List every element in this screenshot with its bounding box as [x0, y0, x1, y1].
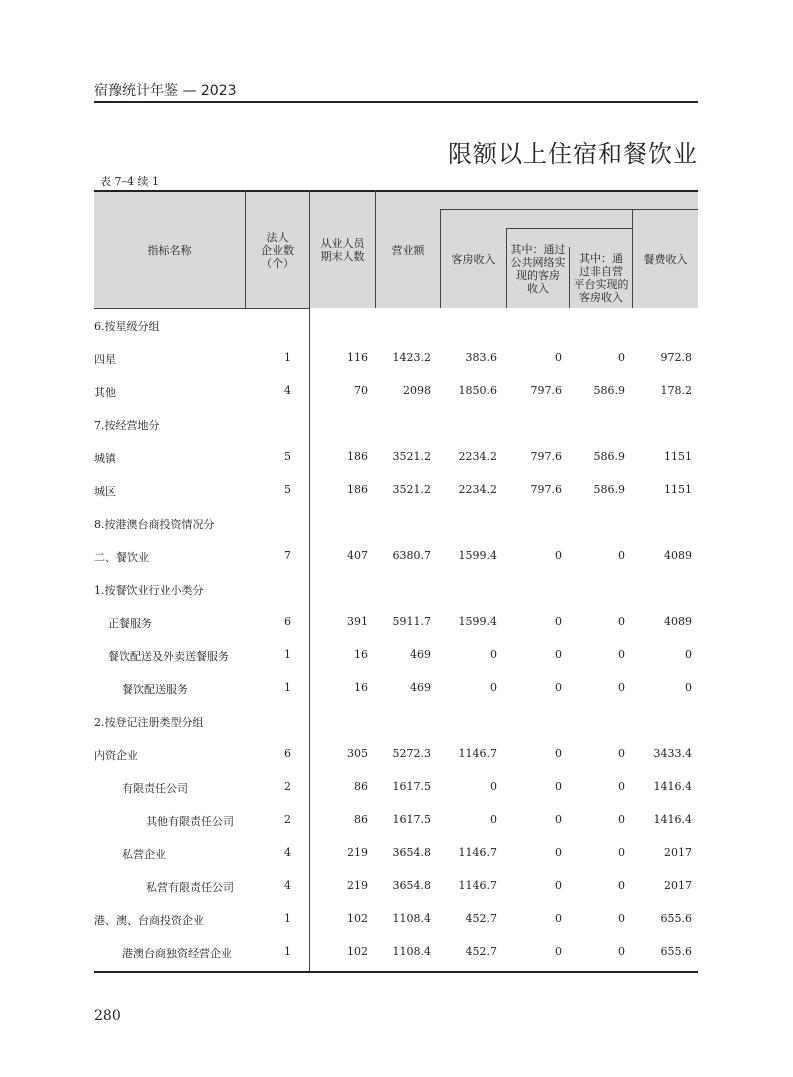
row-value: 0 — [618, 648, 625, 661]
table-row — [94, 638, 698, 671]
row-value: 0 — [618, 351, 625, 364]
col-header-room-online-public: 其中：通过 公共网络实 现的客房 收入 — [510, 242, 566, 295]
row-value: 1617.5 — [392, 780, 431, 793]
row-label: 7.按经营地分 — [94, 419, 160, 432]
table-row — [94, 572, 698, 605]
row-label: 有限责任公司 — [122, 782, 188, 795]
row-value: 0 — [555, 846, 562, 859]
table-row — [94, 770, 698, 803]
row-label: 8.按港澳台商投资情况分 — [94, 518, 215, 531]
row-value: 0 — [555, 615, 562, 628]
row-value: 1416.4 — [653, 780, 692, 793]
col-header-legal-entities: 法人 企业数 （个） — [261, 230, 294, 270]
row-value: 6 — [284, 615, 291, 628]
row-value: 3521.2 — [392, 483, 431, 496]
row-value: 0 — [618, 615, 625, 628]
row-label: 餐饮配送及外卖送餐服务 — [108, 650, 229, 663]
row-value: 1108.4 — [392, 912, 431, 925]
col-header-catering-revenue: 餐费收入 — [643, 252, 688, 266]
row-value: 1416.4 — [653, 813, 692, 826]
col-header-room-online-nonself: 其中：通 过非自营 平台实现的 客房收入 — [573, 252, 629, 304]
row-value: 0 — [555, 912, 562, 925]
table-row — [94, 869, 698, 902]
row-label: 私营企业 — [122, 848, 166, 861]
row-value: 452.7 — [465, 912, 497, 925]
row-value: 186 — [347, 483, 368, 496]
row-value: 1599.4 — [458, 615, 497, 628]
row-value: 0 — [685, 648, 692, 661]
table-row — [94, 902, 698, 935]
row-value: 1850.6 — [458, 384, 497, 397]
row-value: 0 — [490, 681, 497, 694]
row-value: 452.7 — [465, 945, 497, 958]
row-label: 城区 — [94, 485, 116, 498]
row-value: 1 — [284, 681, 291, 694]
row-value: 6380.7 — [392, 549, 431, 562]
row-value: 1 — [284, 945, 291, 958]
row-value: 0 — [618, 879, 625, 892]
row-value: 0 — [555, 747, 562, 760]
col-header-revenue: 营业额 — [391, 243, 425, 257]
row-label: 四星 — [94, 353, 116, 366]
row-value: 86 — [354, 813, 368, 826]
row-value: 116 — [347, 351, 368, 364]
table-row — [94, 440, 698, 473]
row-value: 2098 — [403, 384, 431, 397]
row-label: 其他有限责任公司 — [146, 815, 234, 828]
row-value: 586.9 — [593, 450, 625, 463]
row-value: 0 — [555, 681, 562, 694]
row-value: 5272.3 — [392, 747, 431, 760]
row-value: 178.2 — [660, 384, 692, 397]
table-row — [94, 308, 698, 341]
row-label: 内资企业 — [94, 749, 138, 762]
table-bottom-rule — [94, 971, 698, 973]
row-label: 2.按登记注册类型分组 — [94, 716, 204, 729]
row-value: 586.9 — [593, 483, 625, 496]
row-value: 1146.7 — [458, 846, 497, 859]
row-value: 16 — [354, 681, 368, 694]
row-value: 469 — [410, 648, 431, 661]
table-row — [94, 803, 698, 836]
row-label: 港、澳、台商投资企业 — [94, 914, 204, 927]
row-value: 797.6 — [530, 483, 562, 496]
table-row — [94, 935, 698, 968]
table-row — [94, 539, 698, 572]
row-label: 城镇 — [94, 452, 116, 465]
row-value: 0 — [490, 780, 497, 793]
row-value: 1 — [284, 351, 291, 364]
row-value: 2017 — [664, 879, 692, 892]
row-value: 655.6 — [660, 945, 692, 958]
table-row — [94, 605, 698, 638]
row-value: 3654.8 — [392, 879, 431, 892]
row-value: 3521.2 — [392, 450, 431, 463]
row-value: 2234.2 — [458, 483, 497, 496]
row-value: 3433.4 — [653, 747, 692, 760]
table-label: 表 7–4 续 1 — [100, 175, 159, 188]
col-header-name: 指标名称 — [147, 243, 192, 257]
row-label: 1.按餐饮业行业小类分 — [94, 584, 204, 597]
row-value: 0 — [618, 945, 625, 958]
table-row — [94, 737, 698, 770]
row-value: 70 — [354, 384, 368, 397]
row-value: 1423.2 — [392, 351, 431, 364]
row-value: 0 — [555, 780, 562, 793]
running-header: 宿豫统计年鉴 — 2023 — [94, 83, 237, 99]
table-row — [94, 374, 698, 407]
row-value: 1 — [284, 648, 291, 661]
page-title: 限额以上住宿和餐饮业 — [448, 140, 698, 168]
row-value: 1617.5 — [392, 813, 431, 826]
row-value: 219 — [347, 879, 368, 892]
row-value: 186 — [347, 450, 368, 463]
row-value: 7 — [284, 549, 291, 562]
table-row — [94, 341, 698, 374]
table-row — [94, 506, 698, 539]
row-value: 586.9 — [593, 384, 625, 397]
row-value: 383.6 — [465, 351, 497, 364]
table-row — [94, 836, 698, 869]
row-value: 0 — [555, 549, 562, 562]
row-value: 2 — [284, 780, 291, 793]
row-value: 16 — [354, 648, 368, 661]
table-row — [94, 671, 698, 704]
row-value: 0 — [555, 813, 562, 826]
row-value: 1146.7 — [458, 747, 497, 760]
row-value: 5911.7 — [392, 615, 431, 628]
row-value: 0 — [490, 648, 497, 661]
row-value: 0 — [555, 945, 562, 958]
row-value: 0 — [618, 747, 625, 760]
header-rule — [94, 101, 698, 103]
table-row — [94, 704, 698, 737]
page-number: 280 — [94, 1008, 121, 1024]
table-row — [94, 473, 698, 506]
row-label: 6.按星级分组 — [94, 320, 160, 333]
row-value: 0 — [490, 813, 497, 826]
row-value: 797.6 — [530, 450, 562, 463]
row-label: 港澳台商独资经营企业 — [122, 947, 232, 960]
row-value: 86 — [354, 780, 368, 793]
row-value: 0 — [618, 846, 625, 859]
row-value: 2 — [284, 813, 291, 826]
row-value: 0 — [618, 813, 625, 826]
row-value: 4 — [284, 384, 291, 397]
col-header-room-revenue: 客房收入 — [451, 252, 496, 266]
row-value: 5 — [284, 450, 291, 463]
row-value: 6 — [284, 747, 291, 760]
row-value: 4 — [284, 846, 291, 859]
row-value: 0 — [555, 879, 562, 892]
row-label: 正餐服务 — [108, 617, 152, 630]
row-value: 972.8 — [660, 351, 692, 364]
table-row — [94, 407, 698, 440]
row-value: 2017 — [664, 846, 692, 859]
row-value: 4089 — [664, 549, 692, 562]
row-value: 2234.2 — [458, 450, 497, 463]
row-value: 4 — [284, 879, 291, 892]
row-value: 0 — [618, 549, 625, 562]
row-value: 219 — [347, 846, 368, 859]
row-value: 1146.7 — [458, 879, 497, 892]
col-header-employees: 从业人员 期末人数 — [320, 237, 365, 263]
row-value: 1151 — [664, 450, 692, 463]
row-value: 0 — [618, 780, 625, 793]
row-value: 797.6 — [530, 384, 562, 397]
row-value: 1 — [284, 912, 291, 925]
row-label: 其他 — [94, 386, 116, 399]
row-value: 5 — [284, 483, 291, 496]
row-value: 407 — [347, 549, 368, 562]
row-value: 4089 — [664, 615, 692, 628]
row-label: 二、餐饮业 — [94, 551, 149, 564]
row-value: 0 — [685, 681, 692, 694]
row-value: 391 — [347, 615, 368, 628]
row-value: 0 — [555, 351, 562, 364]
row-value: 1599.4 — [458, 549, 497, 562]
row-value: 102 — [347, 945, 368, 958]
row-value: 0 — [618, 681, 625, 694]
row-value: 1151 — [664, 483, 692, 496]
row-value: 469 — [410, 681, 431, 694]
row-value: 0 — [618, 912, 625, 925]
row-value: 102 — [347, 912, 368, 925]
row-value: 3654.8 — [392, 846, 431, 859]
row-label: 餐饮配送服务 — [122, 683, 188, 696]
row-value: 0 — [555, 648, 562, 661]
row-label: 私营有限责任公司 — [146, 881, 234, 894]
row-value: 1108.4 — [392, 945, 431, 958]
row-value: 655.6 — [660, 912, 692, 925]
row-value: 305 — [347, 747, 368, 760]
